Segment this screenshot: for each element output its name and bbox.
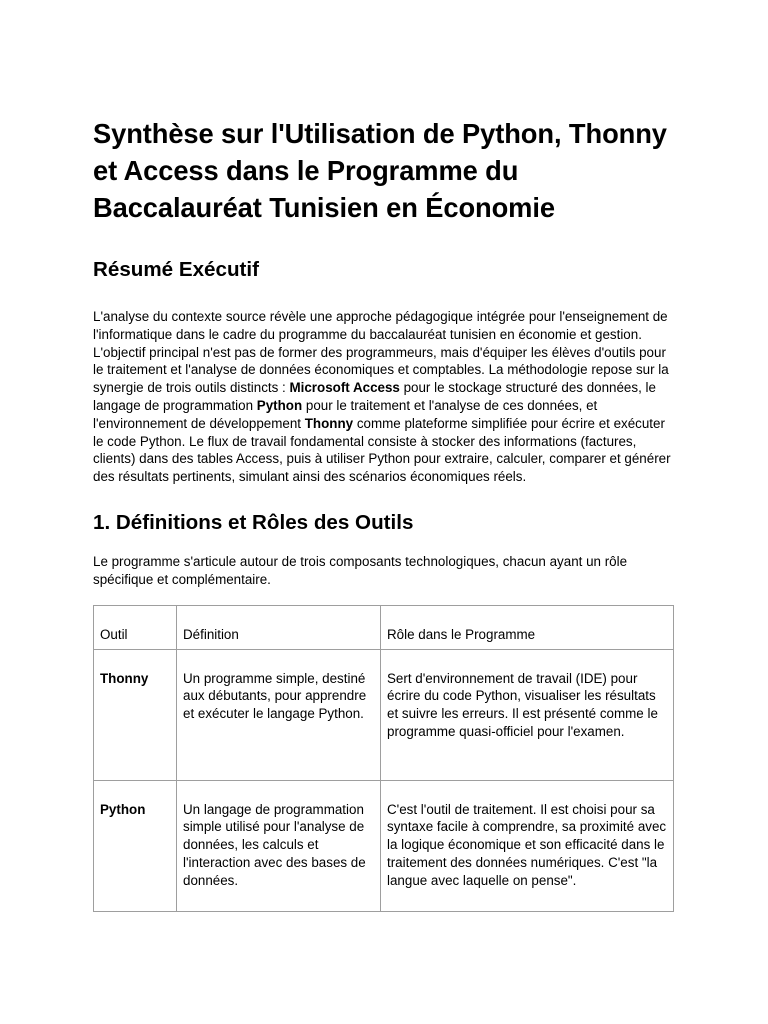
cell-role: C'est l'outil de traitement. Il est choisi pour sa syntaxe facile à comprendre, sa proximité avec la logique économique et son efficacité dans le traitement des données numériques. C'est "la langue avec laquelle on pense". (381, 780, 674, 911)
table-row (94, 780, 674, 911)
document-title: Synthèse sur l'Utilisation de Python, Thonny et Access dans le Programme du Baccalauréat Tunisien en Économie (93, 118, 667, 223)
cell-definition: Un langage de programmation simple utilisé pour l'analyse de données, les calculs et l'interaction avec des bases de données. (177, 780, 381, 911)
cell-role: Sert d'environnement de travail (IDE) pour écrire du code Python, visualiser les résultats et suivre les erreurs. Il est présenté comme le programme quasi-officiel pour l'examen. (381, 649, 674, 780)
tools-table (93, 605, 674, 912)
summary-bold-thonny: Thonny (304, 415, 354, 431)
summary-heading: Résumé Exécutif (93, 258, 259, 281)
cell-tool: Thonny (94, 649, 177, 780)
table-row (94, 649, 674, 780)
section1-heading: 1. Définitions et Rôles des Outils (93, 510, 414, 534)
summary-paragraph (93, 308, 673, 486)
summary-bold-access: Microsoft Access (289, 380, 400, 396)
cell-definition: Un programme simple, destiné aux débutants, pour apprendre et exécuter le langage Python. (177, 649, 381, 780)
document-content (93, 115, 673, 912)
header-outil: Outil (94, 605, 177, 649)
table-header-row (94, 605, 674, 649)
summary-bold-python: Python (256, 397, 303, 413)
summary-text-4: comme plateforme simplifiée pour écrire et exécuter le code Python. Le flux de travail fondamental consiste à stocker des informations (factures, clients) dans des tables Access, puis à utiliser Python pour extraire, calculer, comparer et générer des résultats pertinents, simulant ainsi des scénarios économiques réels. (93, 415, 671, 485)
summary-text-1: L'analyse du contexte source révèle une approche pédagogique intégrée pour l'enseignement de l'informatique dans le cadre du programme du baccalauréat tunisien en économie et gestion. L'objectif principal n'est pas de former des programmeurs, mais d'équiper les élèves d'outils pour le traitement et l'analyse de données économiques et comptables. La méthodologie repose sur la synergie de trois outils distincts : (93, 309, 669, 396)
header-definition: Définition (177, 605, 381, 649)
section1-intro: Le programme s'articule autour de trois composants technologiques, chacun ayant un rôle spécifique et complémentaire. (93, 553, 628, 587)
summary-text-3: pour le traitement et l'analyse de ces données, et l'environnement de développement (93, 397, 598, 431)
header-role: Rôle dans le Programme (381, 605, 674, 649)
cell-tool: Python (94, 780, 177, 911)
summary-text-2: pour le stockage structuré des données, le langage de programmation (93, 380, 656, 413)
